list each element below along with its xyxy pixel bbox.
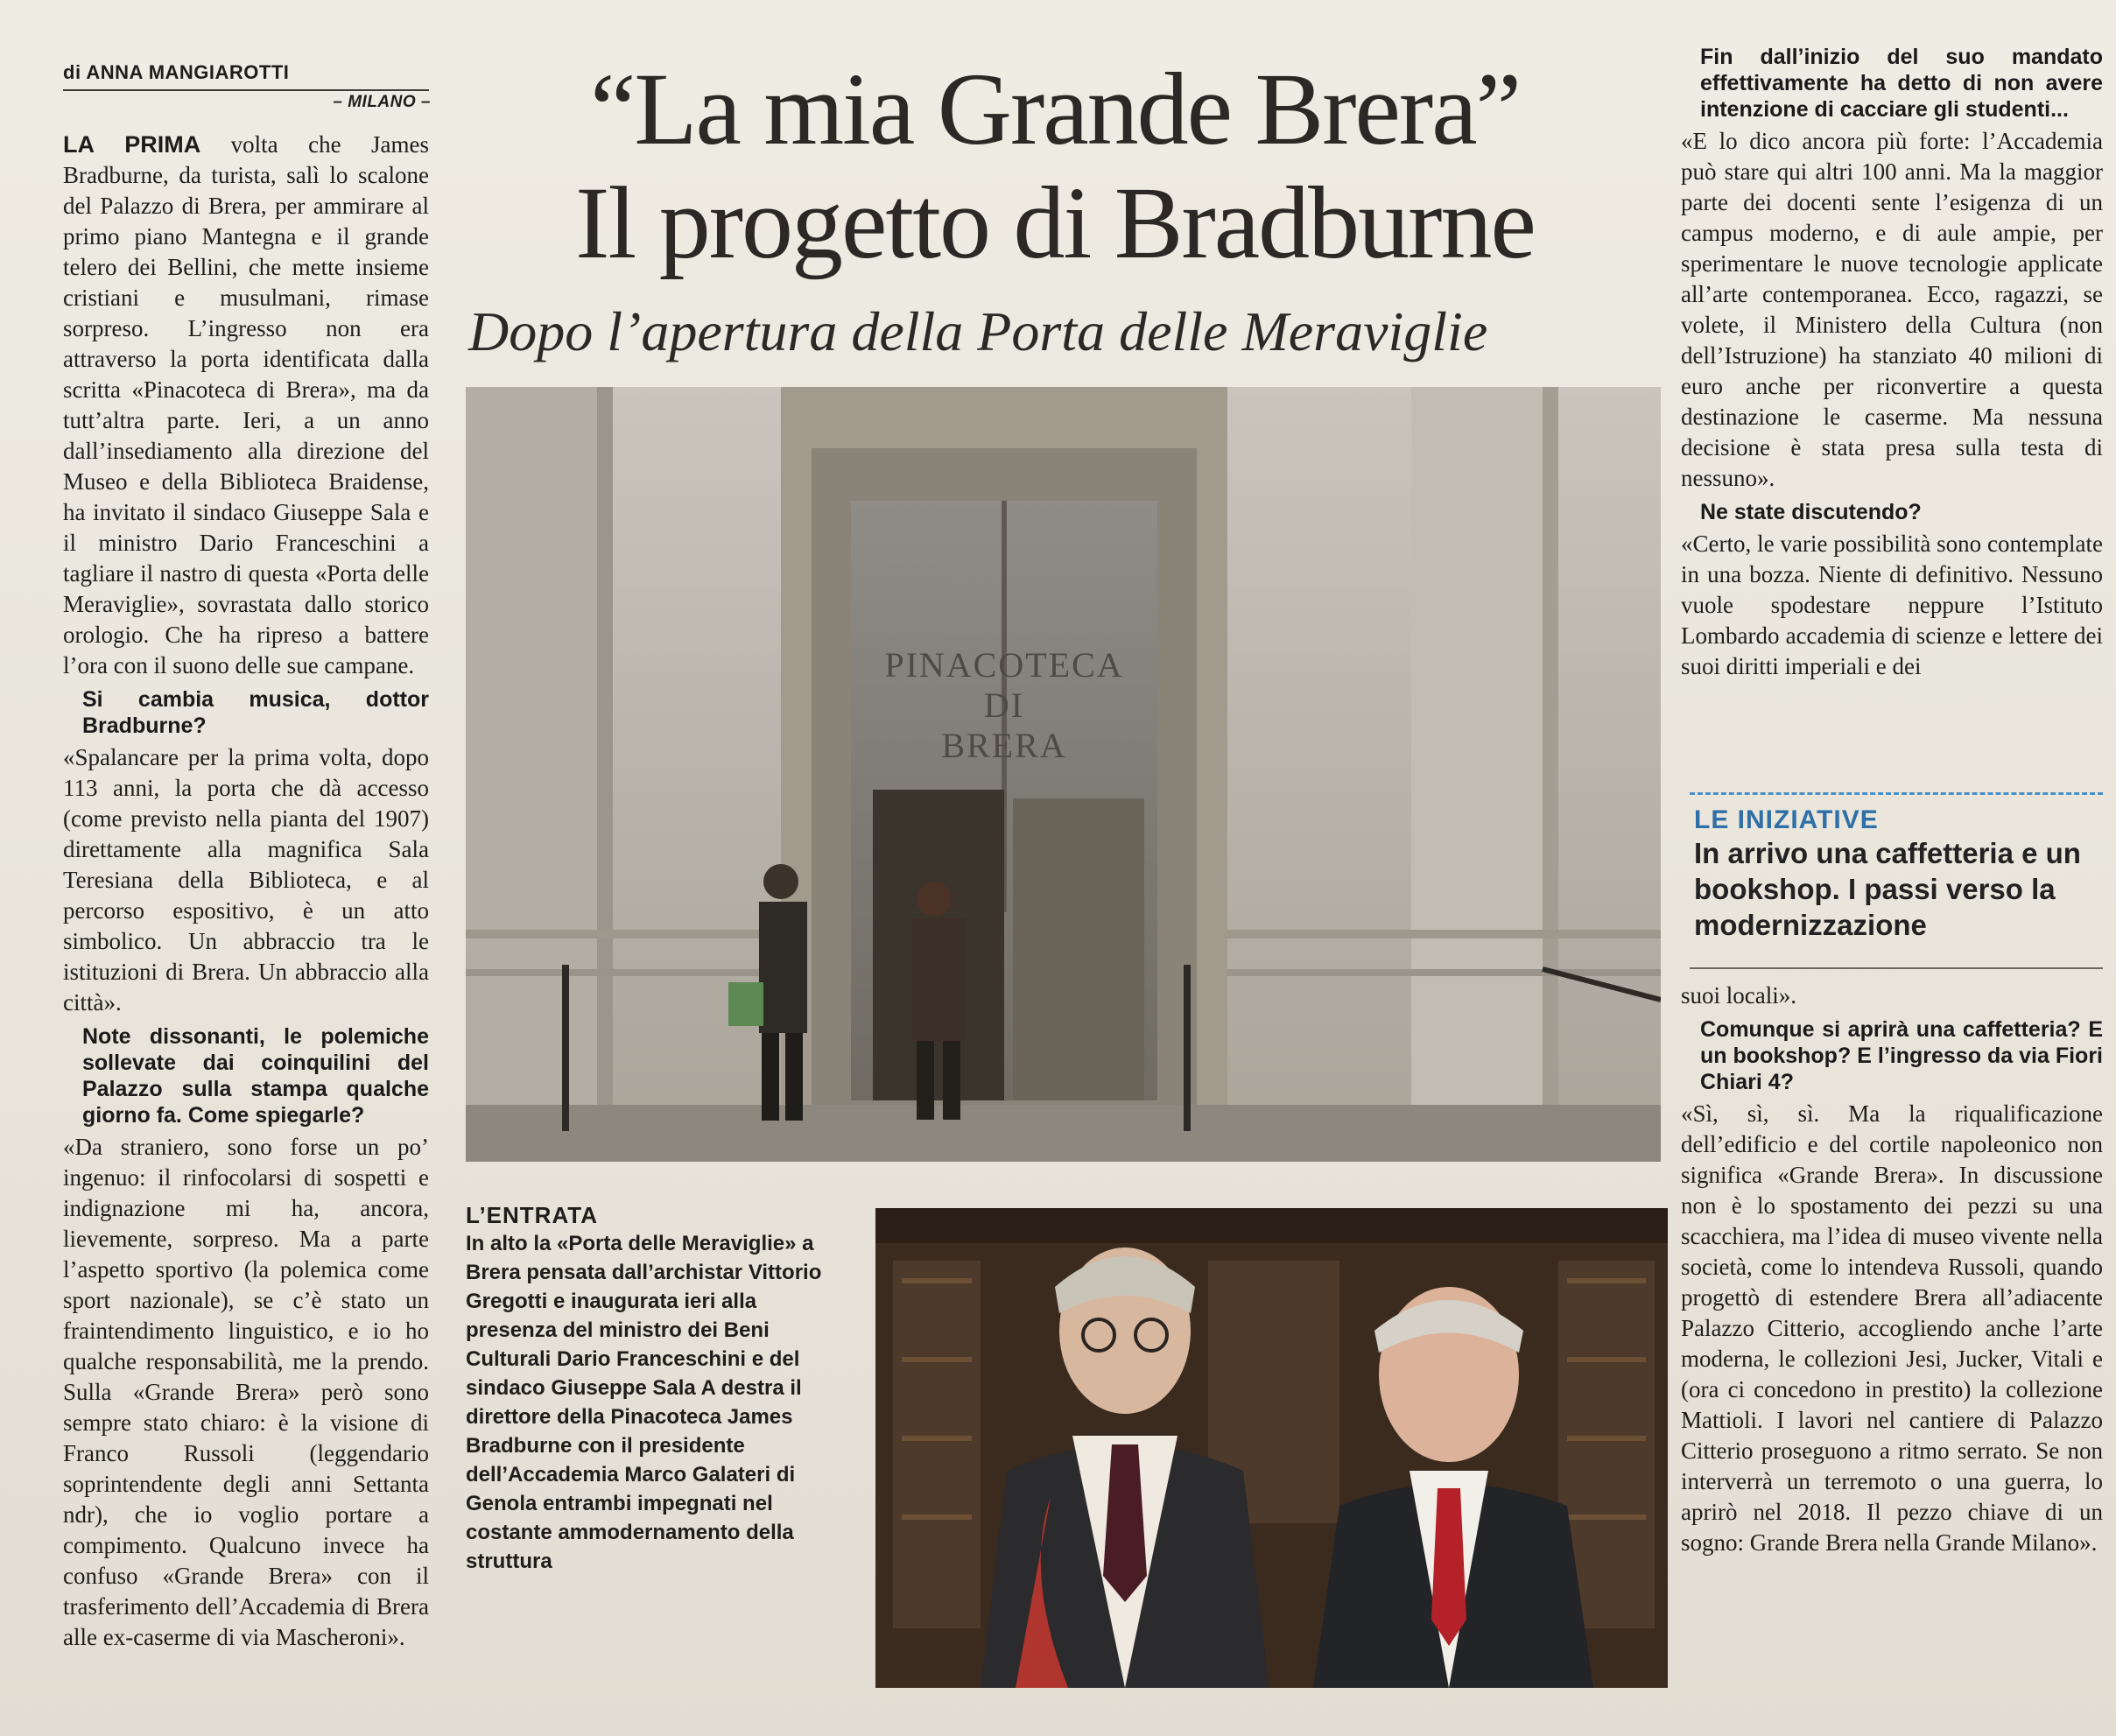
question-3: Fin dall’inizio del suo mandato effettivamente ha detto di non avere intenzione di cacciare gli studenti... <box>1700 45 2103 122</box>
entrance-photo <box>466 387 1661 1162</box>
photo-caption <box>466 1202 851 1576</box>
question-2: Note dissonanti, le polemiche sollevate dai coinquilini del Palazzo sulla stampa qualche giorno fa. Come spiegarle? <box>82 1024 429 1128</box>
pinacoteca-sign <box>848 645 1160 766</box>
deck: Dopo l’apertura della Porta delle Meraviglie <box>468 300 1488 362</box>
answer-2: «Da straniero, sono forse un po’ ingenuo: il rinfocolarsi di sospetti e indignazione mi ha, ancora, lievemente, sorpreso. Ma a parte l’aspetto sportivo (la polemica come sport nazionale), se c’è stato un fraintendimento linguistico, e io ho qualche responsabilità, me la prendo. Sulla «Grande Brera» però sono sempre stato chiaro: è la visione di Franco Russoli (leggendario soprintendente degli anni Settanta ndr), che io voglio portare a compimento. Qualcuno invece ha confuso «Grande Brera» con il trasferimento dell’Accademia di Brera alle ex-caserme di via Mascheroni». <box>63 1134 429 1650</box>
byline <box>63 61 431 112</box>
answer-3: «E lo dico ancora più forte: l’Accademia può stare qui altri 100 anni. Ma la maggior parte dei docenti sente l’esigenza di un campus moderno, e di aule ampie, per sperimentare le nuove tecnologie applicate all’arte contemporanea. Ecco, ragazzi, se volete, il Ministero della Cultura (non dell’Istruzione) ha stanziato 40 milioni di euro anche per riconvertire a questa destinazione le caserme. Ma nessuna decisione è stata presa sulla testa di nessuno». <box>1681 128 2103 491</box>
entrance-illustration <box>466 387 1661 1162</box>
sidebar-title: In arrivo una caffetteria e un bookshop. I passi verso la modernizzazione <box>1694 837 2081 941</box>
answer-1: «Spalancare per la prima volta, dopo 113 anni, la porta che dà accesso (come previsto nella pianta del 1907) direttamente alla magnifica Sala Teresiana della Biblioteca, e al percorso espositivo, è un atto simbolico. Un abbraccio tra le istituzioni di Brera. Un abbraccio alla città». <box>63 744 429 1016</box>
column-right-continued <box>1681 980 2103 1558</box>
sign-line-2: DI <box>983 685 1025 725</box>
sign-line-1: PINACOTECA <box>884 645 1124 685</box>
sidebar-label: LE INIZIATIVE <box>1694 805 1879 834</box>
sign-line-3: BRERA <box>941 726 1067 765</box>
sidebar-box <box>1694 805 2101 943</box>
column-right <box>1681 44 2103 682</box>
headline <box>468 53 1641 280</box>
portrait-illustration <box>875 1208 1668 1688</box>
byline-place: – MILANO – <box>333 93 431 111</box>
question-1: Si cambia musica, dottor Bradburne? <box>82 687 429 738</box>
lead-paragraph <box>63 130 429 681</box>
caption-title: L’ENTRATA <box>466 1202 599 1228</box>
answer-4: «Certo, le varie possibilità sono contemplate in una bozza. Niente di definitivo. Nessuno vuole spodestare neppure l’Istituto Lombardo accademia di scienze e lettere dei suoi diritti imperiali e dei <box>1681 531 2103 679</box>
answer-5: «Sì, sì, sì. Ma la riqualificazione dell’edificio e del cortile napoleonico non significa «Grande Brera». In discussione non è lo spostamento dei pezzi su una scacchiera, ma l’idea di museo vivente nella società, come lo intendeva Russoli, quando progettò di estendere Brera all’adiacente Palazzo Citterio, accogliendo anche l’arte moderna, le collezioni Jesi, Jucker, Vitali e (ora ci concedono in prestito) la collezione Mattioli. I lavori nel cantiere di Palazzo Citterio proseguono a ritmo serrato. Se non interverrà un terremoto o una guerra, lo aprirò nel 2018. Il pezzo chiave di un sogno: Grande Brera nella Grande Milano». <box>1681 1100 2103 1556</box>
caption-body: In alto la «Porta delle Meraviglie» a Brera pensata dall’archistar Vittorio Gregotti e inaugurata ieri alla presenza del ministro dei Beni Culturali Dario Franceschini e del sindaco Giuseppe Sala A destra il direttore della Pinacoteca James Bradburne con il presidente dell’Accademia Marco Galateri di Genola entrambi impegnati nel costante ammodernamento della struttura <box>466 1232 822 1573</box>
headline-line-1: “La mia Grande Brera” <box>590 52 1520 166</box>
column-left <box>63 130 429 1653</box>
lead-text: volta che James Bradburne, da turista, salì lo scalone del Palazzo di Brera, per ammirare al primo piano Mantegna e il grande telero dei Bellini, che mette insieme cristiani e musulmani, rimase sorpreso. L’ingresso non era attraverso la porta identificata dalla scritta «Pinacoteca di Brera», ma da tutt’altra parte. Ieri, a un anno dall’insediamento alla direzione del Museo e della Biblioteca Braidense, ha invitato il sindaco Giuseppe Sala e il ministro Dario Franceschini a tagliare il nastro di questa «Porta delle Meraviglie», sovrastata dallo storico orologio. Che ha ripreso a battere l’ora con il suono delle sue campane. <box>63 131 429 678</box>
sidebar-bottom-rule <box>1690 967 2103 969</box>
portrait-photo <box>875 1208 1668 1688</box>
headline-line-2: Il progetto di Bradburne <box>575 165 1535 280</box>
answer-4-continued: suoi locali». <box>1681 982 1796 1009</box>
byline-rule <box>63 89 429 91</box>
lead-caps: LA PRIMA <box>63 131 201 158</box>
question-4: Ne state discutendo? <box>1700 500 1922 524</box>
question-5: Comunque si aprirà una caffetteria? E un bookshop? E l’ingresso da via Fiori Chiari 4? <box>1700 1017 2103 1094</box>
sidebar-top-rule <box>1690 792 2103 795</box>
byline-author: di ANNA MANGIAROTTI <box>63 61 290 83</box>
